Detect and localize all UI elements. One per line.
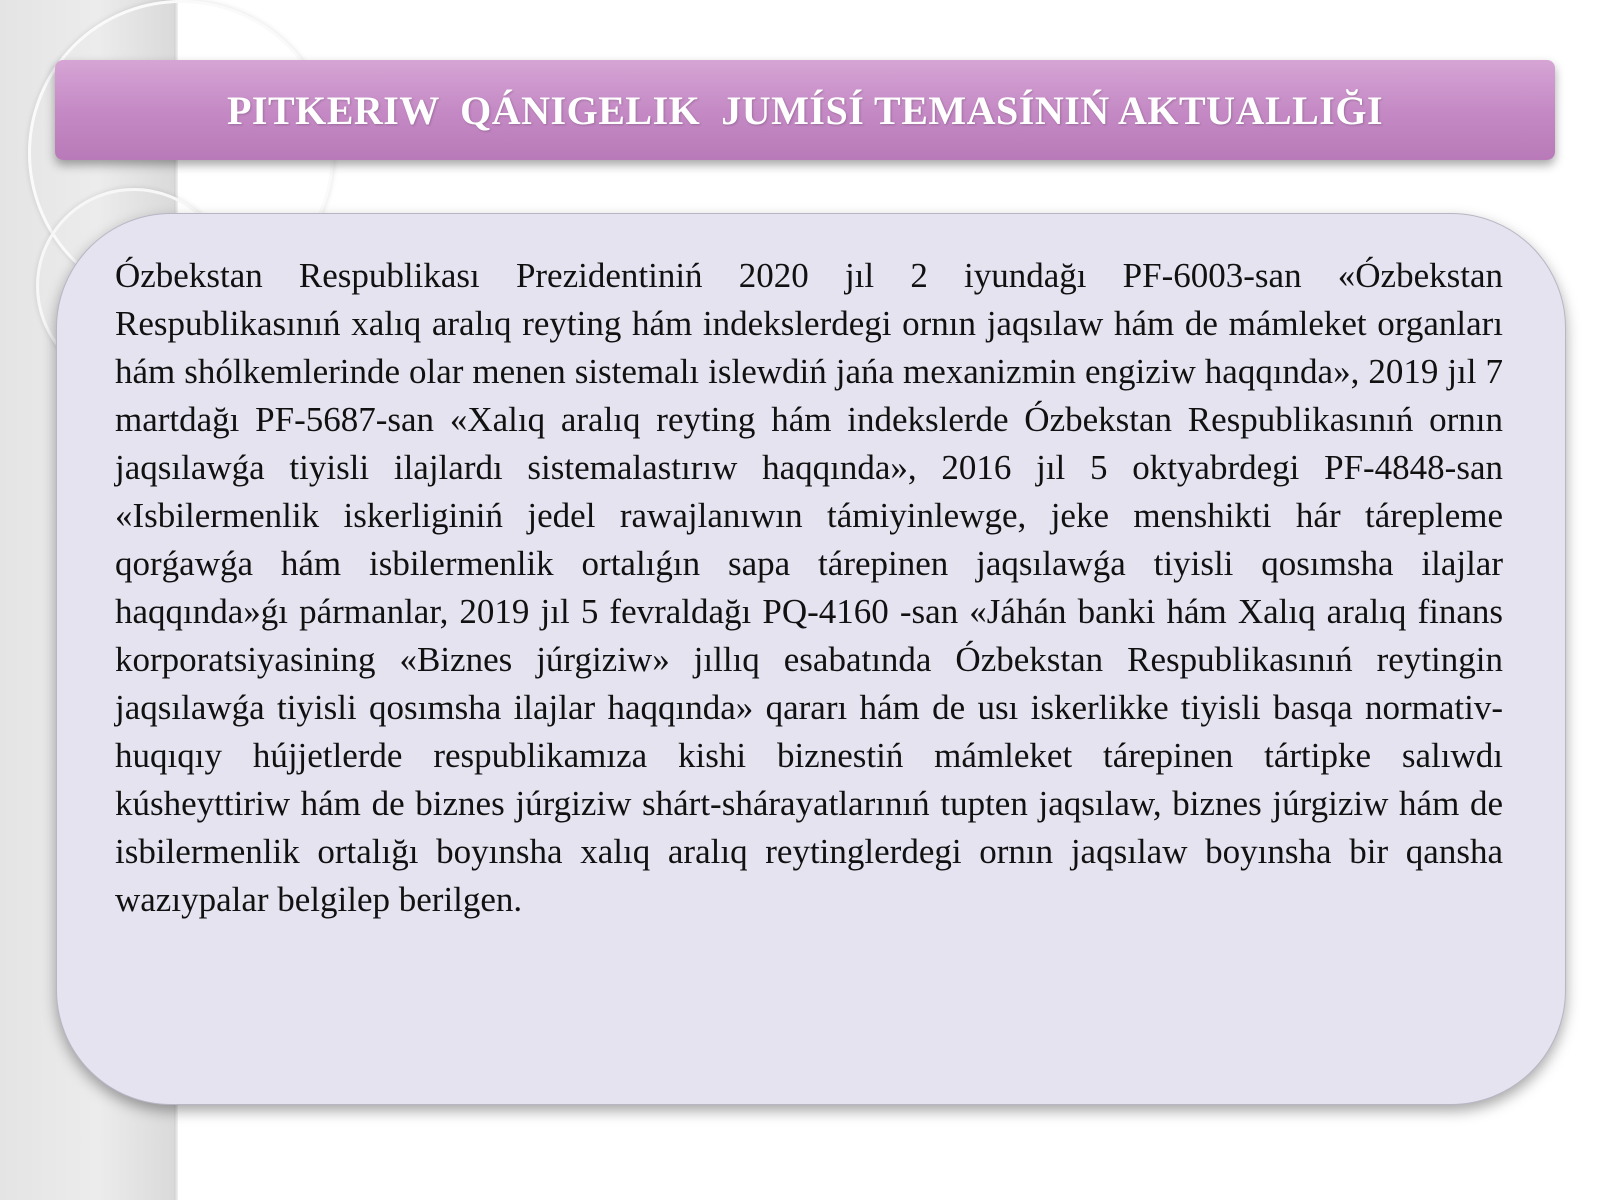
title-banner — [55, 60, 1555, 160]
body-paragraph: Ózbekstan Respublikası Prezidentiniń 2020 jıl 2 iyundağı PF-6003-san «Ózbekstan Respublikasınıń xalıq aralıq reyting hám indekslerdegi ornın jaqsılaw hám de mámleket organları hám shólkemlerinde olar menen sistemalı islewdiń jańa mexanizmin engiziw haqqında», 2019 jıl 7 martdağı PF-5687-san «Xalıq aralıq reyting hám indekslerde Ózbekstan Respublikasınıń ornın jaqsılawǵa tiyisli ilajlardı sistemalastırıw haqqında», 2016 jıl 5 oktyabrdegi PF-4848-san «Isbilermenlik iskerliginiń jedel rawajlanıwın támiyinlewge, jeke menshikti hár tárepleme qorǵawǵa hám isbilermenlik ortalıǵın sapa tárepinen jaqsılawǵa tiyisli qosımsha ilajlar haqqında»ǵı pármanlar, 2019 jıl 5 fevraldağı PQ-4160 -san «Jáhán banki hám Xalıq aralıq finans korporatsiyasining «Biznes júrgiziw» jıllıq esabatında Ózbekstan Respublikasınıń reytingin jaqsılawǵa tiyisli qosımsha ilajlar haqqında» qararı hám de usı iskerlikke tiyisli basqa normativ-huqıqıy hújjetlerde respublikamıza kishi biznestiń mámleket tárepinen tártipke salıwdı kúsheyttiriw hám de biznes júrgiziw shárt-shárayatlarınıń tupten jaqsılaw, biznes júrgiziw hám de isbilermenlik ortalığı boyınsha xalıq aralıq reytinglerdegi ornın jaqsılaw boyınsha bir qansha wazıypalar belgilep berilgen. — [115, 256, 1503, 919]
slide-title: PITKERIW QÁNIGELIK JUMÍSÍ TEMASÍNIŃ AKTUALLIĞI — [226, 87, 1384, 133]
content-panel — [56, 213, 1566, 1105]
